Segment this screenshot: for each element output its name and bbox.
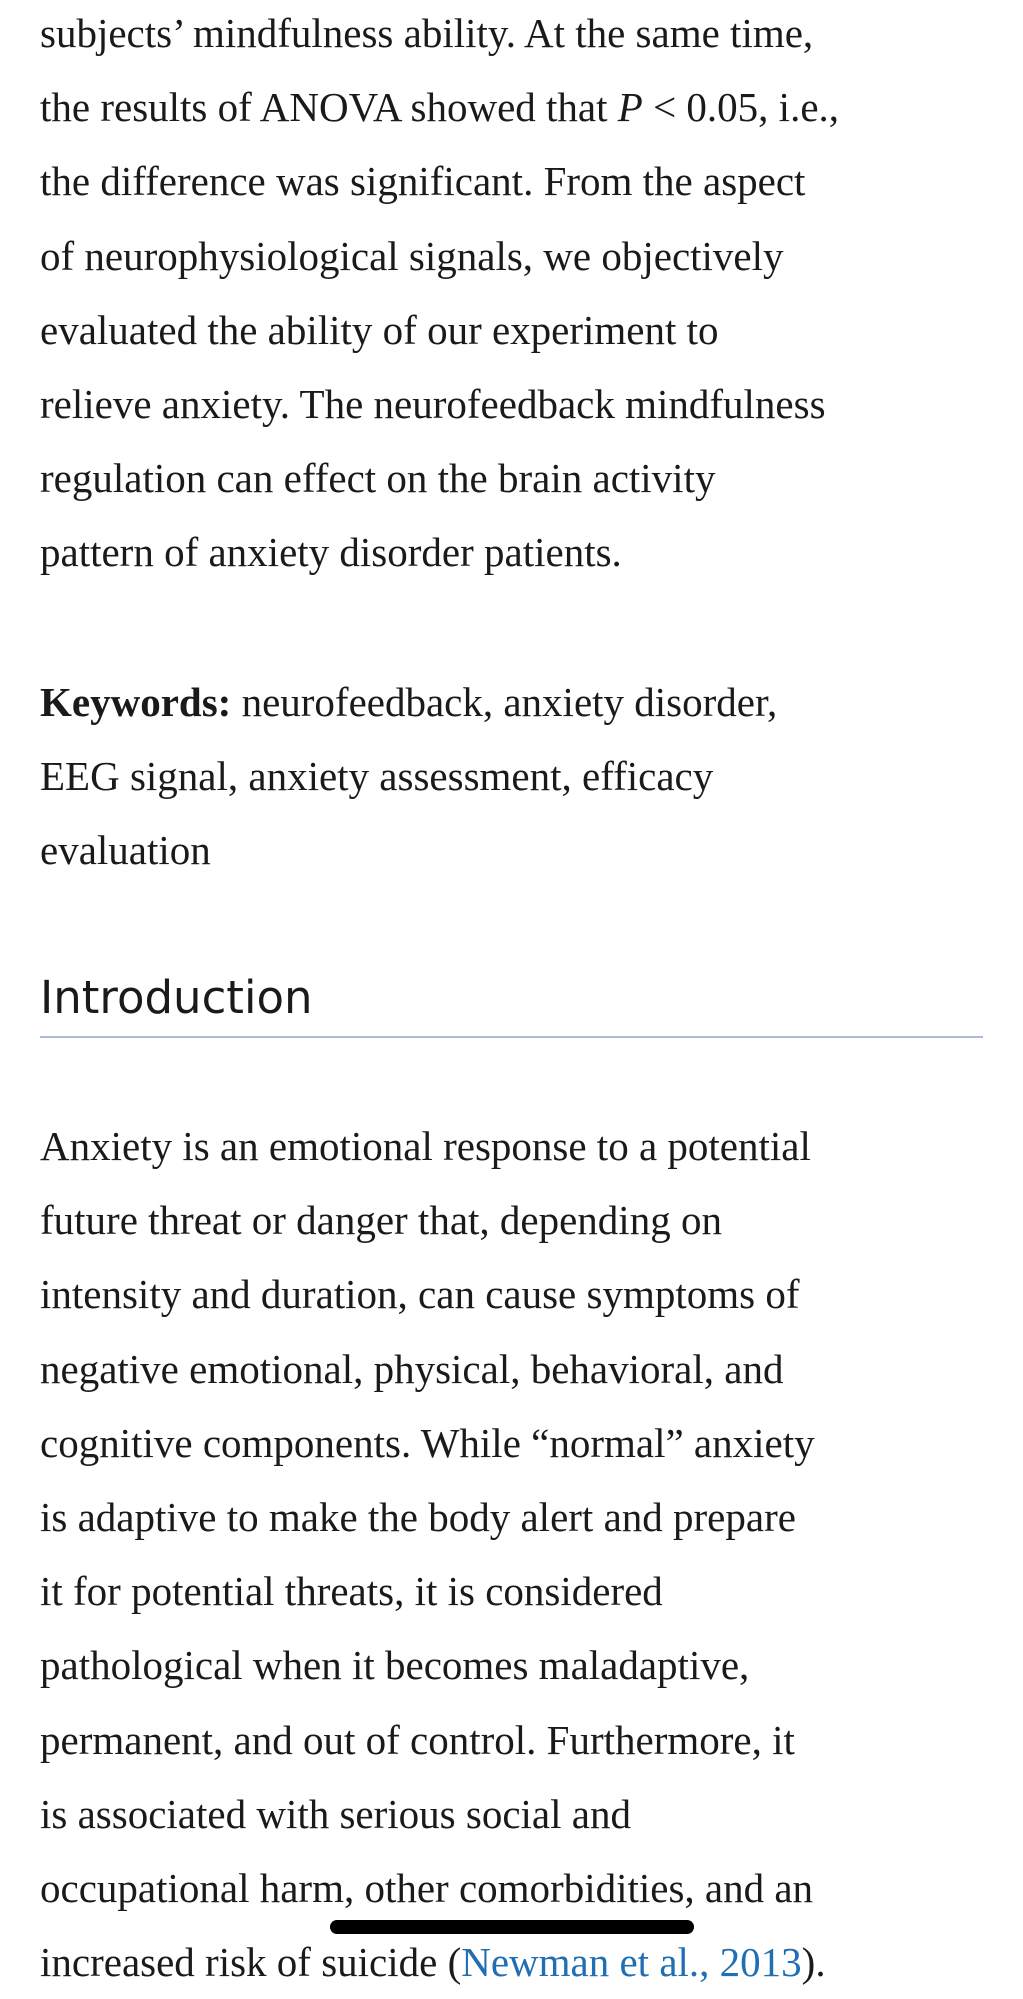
abstract-rest: the difference was significant. From the aspect of neurophysiological signals, we objectively evaluated the ability of our experiment to relieve anxiety. The neurofeedback mindfulness regulation can effect on the brain activity pattern of anxiety disorder patients. (40, 158, 826, 576)
section-heading-introduction: Introduction (40, 966, 983, 1038)
introduction-text: Anxiety is an emotional response to a potential future threat or danger that, depending on intensity and duration, can cause symptoms of negative emotional, physical, behavioral, and cognitive components. While “normal” anxiety is adaptive to make the body alert and prepare it for potential threats, it is considered pathological when it becomes maladaptive, permanent, and out of control. Furthermore, it is associated with serious social and occupational harm, other comorbidities, and an increased risk of suicide ( (40, 1123, 815, 1986)
keywords-paragraph (40, 665, 777, 888)
abstract-line-2-post: < 0.05, i.e., (642, 84, 840, 131)
keywords-list: neurofeedback, anxiety disorder, EEG signal, anxiety assessment, efficacy evaluation (40, 679, 778, 874)
introduction-paragraph (40, 1109, 826, 1999)
abstract-line-2-pre: the results of ANOVA showed that (40, 84, 618, 131)
abstract-paragraph-end (40, 0, 839, 590)
introduction-text-end: ). (801, 1939, 826, 1986)
keywords-label: Keywords: (40, 679, 232, 725)
citation-link[interactable]: Newman et al., 2013 (461, 1939, 802, 1986)
home-indicator-bar[interactable] (330, 1920, 694, 1934)
abstract-line-1: subjects’ mindfulness ability. At the same time, (40, 10, 814, 56)
p-value-variable: P (617, 84, 643, 131)
